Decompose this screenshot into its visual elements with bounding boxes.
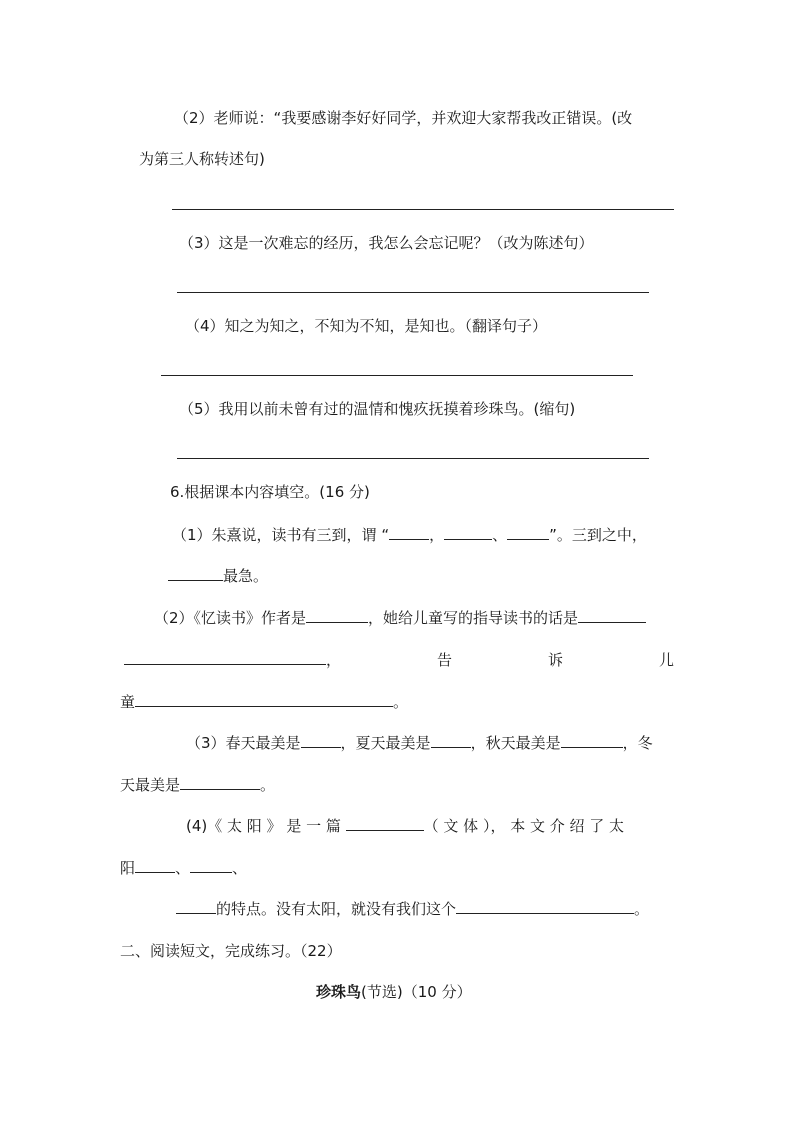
q6-s3-text-b: ，夏天最美是 — [340, 734, 431, 752]
q6-sentence2-row2 — [124, 650, 674, 670]
q6-sentence4-row2 — [120, 858, 247, 878]
q6-s2-tong: 童 — [120, 693, 136, 711]
q6-sentence4 — [186, 816, 624, 836]
blank-s1-2[interactable] — [444, 525, 492, 540]
blank-s4-world[interactable] — [456, 899, 634, 914]
answer-line-q5-3[interactable] — [177, 292, 649, 293]
q6-s4-text-e: 、 — [232, 859, 248, 877]
blank-s2-quote[interactable] — [578, 608, 646, 623]
q6-s3-text-a: （3）春天最美是 — [186, 734, 301, 752]
passage-title — [316, 982, 472, 1002]
q6-s3-text-c: ，秋天最美是 — [470, 734, 561, 752]
q6-sentence2-row3 — [120, 692, 408, 712]
q6-s2-er: 儿 — [658, 651, 674, 669]
answer-line-q5-4[interactable] — [161, 375, 633, 376]
q6-s2-su: 诉 — [547, 651, 563, 669]
passage-title-rest: (节选)（10 分） — [361, 983, 472, 1001]
q6-sentence1 — [172, 525, 647, 545]
q6-s3-end: 。 — [260, 776, 276, 794]
q6-s1-text-e: 最急。 — [223, 567, 269, 585]
q6-s4-text-d: 、 — [175, 859, 191, 877]
q6-s2-text-b: ，她给儿童写的指导读书的话是 — [368, 609, 579, 627]
q6-s1-text-c: 、 — [492, 526, 508, 544]
q6-sentence3 — [186, 733, 653, 753]
blank-s1-3[interactable] — [507, 525, 549, 540]
blank-s3-autumn[interactable] — [561, 733, 623, 748]
blank-s2-quote-cont[interactable] — [124, 650, 326, 665]
blank-s4-1[interactable] — [135, 858, 175, 873]
q6-s4-text-b: （ 文 体 ）， 本 文 介 绍 了 太 — [423, 817, 625, 835]
blank-s3-summer[interactable] — [431, 733, 471, 748]
q6-s4-text-f: 的特点。没有太阳，就没有我们这个 — [216, 900, 457, 918]
blank-s4-3[interactable] — [176, 899, 216, 914]
q6-s1-text-a: （1）朱熹说，读书有三到，谓 “ — [172, 526, 390, 544]
q5-item2-line2: 为第三人称转述句) — [139, 150, 265, 168]
q6-s4-end: 。 — [634, 900, 650, 918]
q6-s2-end: 。 — [393, 693, 409, 711]
q6-heading: 6.根据课本内容填空。(16 分) — [170, 483, 370, 501]
q6-s2-text-c: ， — [326, 651, 342, 669]
blank-s2-tell-children[interactable] — [135, 692, 393, 707]
q5-item5: （5）我用以前未曾有过的温情和愧疚抚摸着珍珠鸟。(缩句) — [179, 400, 576, 418]
q6-sentence4-row3 — [176, 899, 649, 919]
answer-line-q5-5[interactable] — [177, 458, 649, 459]
q6-sentence1-cont — [168, 566, 268, 586]
passage-title-main: 珍珠鸟 — [316, 983, 362, 1001]
blank-s1-4[interactable] — [168, 566, 223, 581]
blank-s3-winter[interactable] — [180, 775, 260, 790]
q6-s2-text-a: （2）《忆读书》作者是 — [154, 609, 307, 627]
blank-s1-1[interactable] — [389, 525, 429, 540]
q6-sentence3-cont — [120, 775, 275, 795]
q6-s1-text-b: ， — [429, 526, 445, 544]
q6-s3-text-e: 天最美是 — [120, 776, 181, 794]
section2-heading: 二、阅读短文，完成练习。（22） — [120, 942, 342, 960]
q5-item3: （3）这是一次难忘的经历，我怎么会忘记呢？（改为陈述句） — [179, 234, 594, 252]
q6-s4-text-c: 阳 — [120, 859, 136, 877]
q6-sentence2 — [154, 608, 646, 628]
blank-s3-spring[interactable] — [301, 733, 341, 748]
blank-s4-genre[interactable] — [346, 816, 424, 831]
q6-s4-text-a: (4)《 太 阳 》 是 一 篇 — [186, 817, 341, 835]
q6-s2-gao: 告 — [436, 651, 452, 669]
q6-s3-text-d: ，冬 — [622, 734, 653, 752]
q5-item4: （4）知之为知之，不知为不知，是知也。（翻译句子） — [185, 317, 548, 335]
blank-s4-2[interactable] — [190, 858, 232, 873]
answer-line-q5-2[interactable] — [172, 209, 674, 210]
q6-s1-text-d: ”。三到之中， — [549, 526, 647, 544]
blank-s2-author[interactable] — [306, 608, 368, 623]
q5-item2-line1: （2）老师说：“我要感谢李好好同学，并欢迎大家帮我改正错误。(改 — [174, 109, 633, 127]
